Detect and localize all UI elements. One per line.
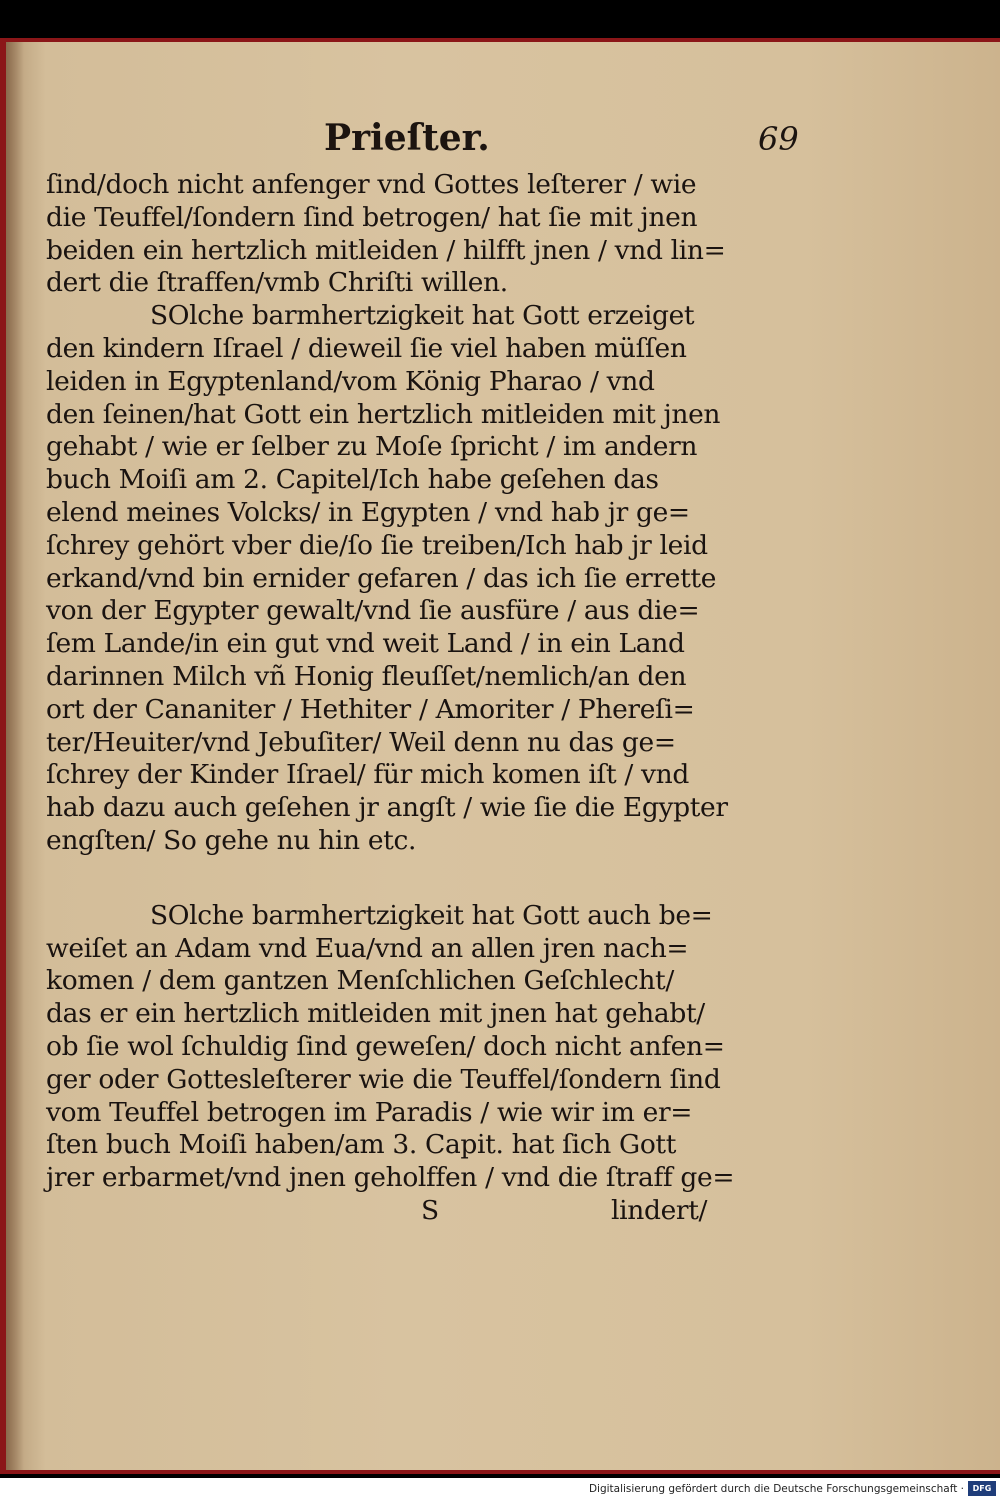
dfg-logo: DFG — [968, 1481, 996, 1496]
text-line: SOlche barmhertzigkeit hat Gott erzeiget — [150, 300, 695, 332]
signature-mark: S — [421, 1194, 439, 1226]
paper-leaf — [6, 42, 1000, 1470]
page-gutter — [6, 42, 24, 1470]
text-block — [46, 169, 781, 1229]
signature-line — [46, 1195, 781, 1229]
text-line: vom Teuffel betrogen im Paradis / wie wir im er= — [46, 1096, 693, 1128]
text-line: hab dazu auch geſehen jr angſt / wie ſie die Egypter — [46, 792, 728, 824]
running-title: Prieſter. — [324, 117, 490, 159]
text-line: von der Egypter gewalt/vnd ſie ausfüre / aus die= — [46, 595, 700, 627]
text-line: ger oder Gottesleſterer wie die Teuffel/ſondern ſind — [46, 1063, 721, 1095]
text-line: jrer erbarmet/vnd jnen geholffen / vnd die ſtraff ge= — [46, 1162, 735, 1194]
text-line: ob ſie wol ſchuldig ſind geweſen/ doch nicht anfen= — [46, 1030, 725, 1062]
text-line: darinnen Milch vñ Honig fleuſſet/nemlich/an den — [46, 660, 687, 692]
paragraph-1 — [46, 169, 781, 300]
text-line: ſten buch Moiſi haben/am 3. Capit. hat ſich Gott — [46, 1129, 677, 1161]
paragraph-2 — [46, 300, 781, 858]
text-line: ſind/doch nicht anfenger vnd Gottes leſterer / wie — [46, 169, 697, 200]
text-line: elend meines Volcks/ in Egypten / vnd hab jr ge= — [46, 496, 690, 528]
paragraph-gap — [46, 858, 781, 900]
paragraph-3 — [46, 900, 781, 1195]
text-line: gehabt / wie er ſelber zu Moſe ſpricht / im andern — [46, 431, 698, 463]
text-line: den ſeinen/hat Gott ein hertzlich mitleiden mit jnen — [46, 398, 721, 430]
text-line: beiden ein hertzlich mitleiden / hilfft jnen / vnd lin= — [46, 234, 726, 266]
text-line: leiden in Egyptenland/vom König Pharao / vnd — [46, 365, 655, 397]
page-number: 69 — [758, 120, 799, 158]
catchword: lindert/ — [611, 1194, 708, 1226]
text-line: buch Moiſi am 2. Capitel/Ich habe geſehen das — [46, 464, 659, 496]
funding-credit: Digitalisierung gefördert durch die Deutsche Forschungsgemeinschaft · — [588, 1483, 964, 1495]
text-line: weiſet an Adam vnd Eua/vnd an allen jren nach= — [46, 932, 689, 964]
text-line: das er ein hertzlich mitleiden mit jnen hat gehabt/ — [46, 998, 705, 1030]
text-line: SOlche barmhertzigkeit hat Gott auch be= — [150, 899, 713, 931]
text-line: den kindern Iſrael / dieweil ſie viel haben müſſen — [46, 332, 687, 364]
text-line: ter/Heuiter/vnd Jebuſiter/ Weil denn nu das ge= — [46, 726, 676, 758]
text-line: die Teuffel/ſondern ſind betrogen/ hat ſie mit jnen — [46, 201, 698, 233]
footer-bar — [0, 1478, 1000, 1501]
text-line: ſem Lande/in ein gut vnd weit Land / in ein Land — [46, 628, 685, 660]
text-line: dert die ſtraffen/vmb Chriſti willen. — [46, 267, 508, 299]
text-line: ſchrey der Kinder Iſrael/ für mich komen iſt / vnd — [46, 759, 689, 791]
text-line: erkand/vnd bin ernider gefaren / das ich ſie errette — [46, 562, 717, 594]
text-line: ſchrey gehört vber die/ſo ſie treiben/Ich hab jr leid — [46, 529, 708, 561]
book-page-scan — [0, 38, 1000, 1474]
text-line: komen / dem gantzen Menſchlichen Geſchlecht/ — [46, 965, 674, 997]
text-line: engſten/ So gehe nu hin etc. — [46, 824, 417, 856]
text-line: ort der Cananiter / Hethiter / Amoriter / Phereſi= — [46, 693, 695, 725]
